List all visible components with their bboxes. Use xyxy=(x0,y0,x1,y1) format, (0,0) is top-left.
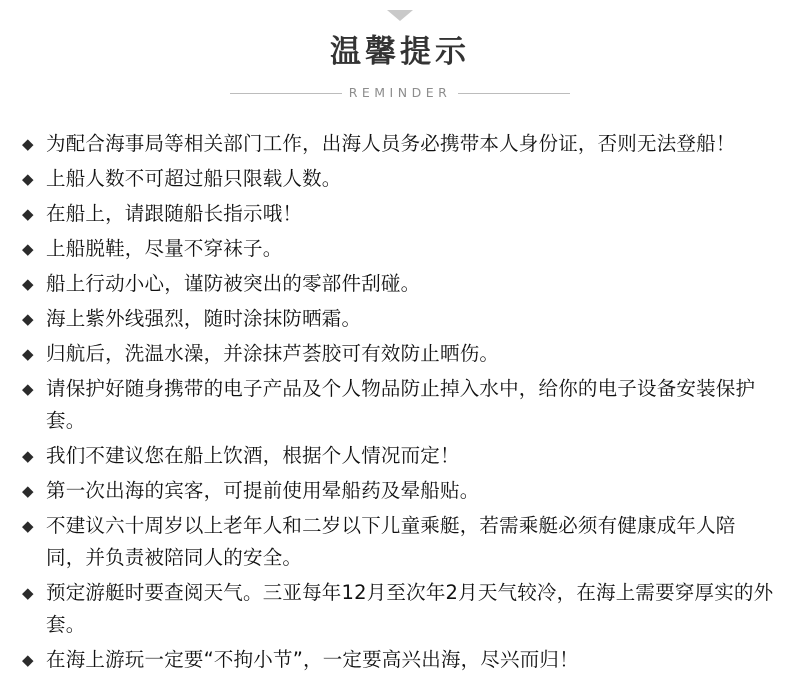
list-item xyxy=(22,233,774,265)
diamond-bullet-icon: ◆ xyxy=(22,583,34,602)
reminder-list xyxy=(0,128,800,676)
page-title: 温馨提示 xyxy=(330,34,470,70)
page-header xyxy=(0,35,800,106)
list-item xyxy=(22,577,774,641)
diamond-bullet-icon: ◆ xyxy=(22,134,34,153)
page-subtitle: REMINDER xyxy=(348,85,452,101)
list-item-text: 船上行动小心，谨防被突出的零部件刮碰。 xyxy=(46,271,421,295)
reminder-page xyxy=(0,10,800,671)
diamond-bullet-icon: ◆ xyxy=(22,446,34,465)
list-item-text: 在海上游玩一定要“不拘小节”，一定要高兴出海，尽兴而归！ xyxy=(46,647,579,671)
list-item-text: 上船人数不可超过船只限载人数。 xyxy=(46,166,342,190)
diamond-bullet-icon: ◆ xyxy=(22,516,34,535)
list-item-text: 归航后，洗温水澡，并涂抹芦荟胶可有效防止晒伤。 xyxy=(46,341,500,365)
list-item xyxy=(22,163,774,195)
diamond-bullet-icon: ◆ xyxy=(22,650,34,669)
list-item xyxy=(22,128,774,160)
list-item-text: 请保护好随身携带的电子产品及个人物品防止掉入水中，给你的电子设备安装保护套。 xyxy=(46,376,756,432)
list-item xyxy=(22,268,774,300)
list-item xyxy=(22,198,774,230)
list-item xyxy=(22,373,774,437)
page-subtitle-row xyxy=(0,80,800,106)
list-item-text: 我们不建议您在船上饮酒，根据个人情况而定！ xyxy=(46,443,460,467)
diamond-bullet-icon: ◆ xyxy=(22,379,34,398)
diamond-bullet-icon: ◆ xyxy=(22,309,34,328)
triangle-down-icon xyxy=(387,10,413,21)
list-item xyxy=(22,303,774,335)
subtitle-divider xyxy=(230,80,570,106)
list-item xyxy=(22,338,774,370)
list-item-text: 为配合海事局等相关部门工作，出海人员务必携带本人身份证，否则无法登船！ xyxy=(46,131,736,155)
diamond-bullet-icon: ◆ xyxy=(22,344,34,363)
list-item-text: 预定游艇时要查阅天气。三亚每年12月至次年2月天气较冷，在海上需要穿厚实的外套。 xyxy=(46,580,774,636)
diamond-bullet-icon: ◆ xyxy=(22,274,34,293)
list-item xyxy=(22,644,774,676)
diamond-bullet-icon: ◆ xyxy=(22,239,34,258)
list-item-text: 在船上，请跟随船长指示哦！ xyxy=(46,201,303,225)
diamond-bullet-icon: ◆ xyxy=(22,204,34,223)
list-item-text: 第一次出海的宾客，可提前使用晕船药及晕船贴。 xyxy=(46,478,480,502)
list-item xyxy=(22,510,774,574)
list-item-text: 上船脱鞋，尽量不穿袜子。 xyxy=(46,236,283,260)
list-item-text: 不建议六十周岁以上老年人和二岁以下儿童乘艇，若需乘艇必须有健康成年人陪同，并负责被陪同人的安全。 xyxy=(46,513,736,569)
list-item xyxy=(22,475,774,507)
diamond-bullet-icon: ◆ xyxy=(22,169,34,188)
list-item-text: 海上紫外线强烈，随时涂抹防晒霜。 xyxy=(46,306,362,330)
list-item xyxy=(22,440,774,472)
diamond-bullet-icon: ◆ xyxy=(22,481,34,500)
